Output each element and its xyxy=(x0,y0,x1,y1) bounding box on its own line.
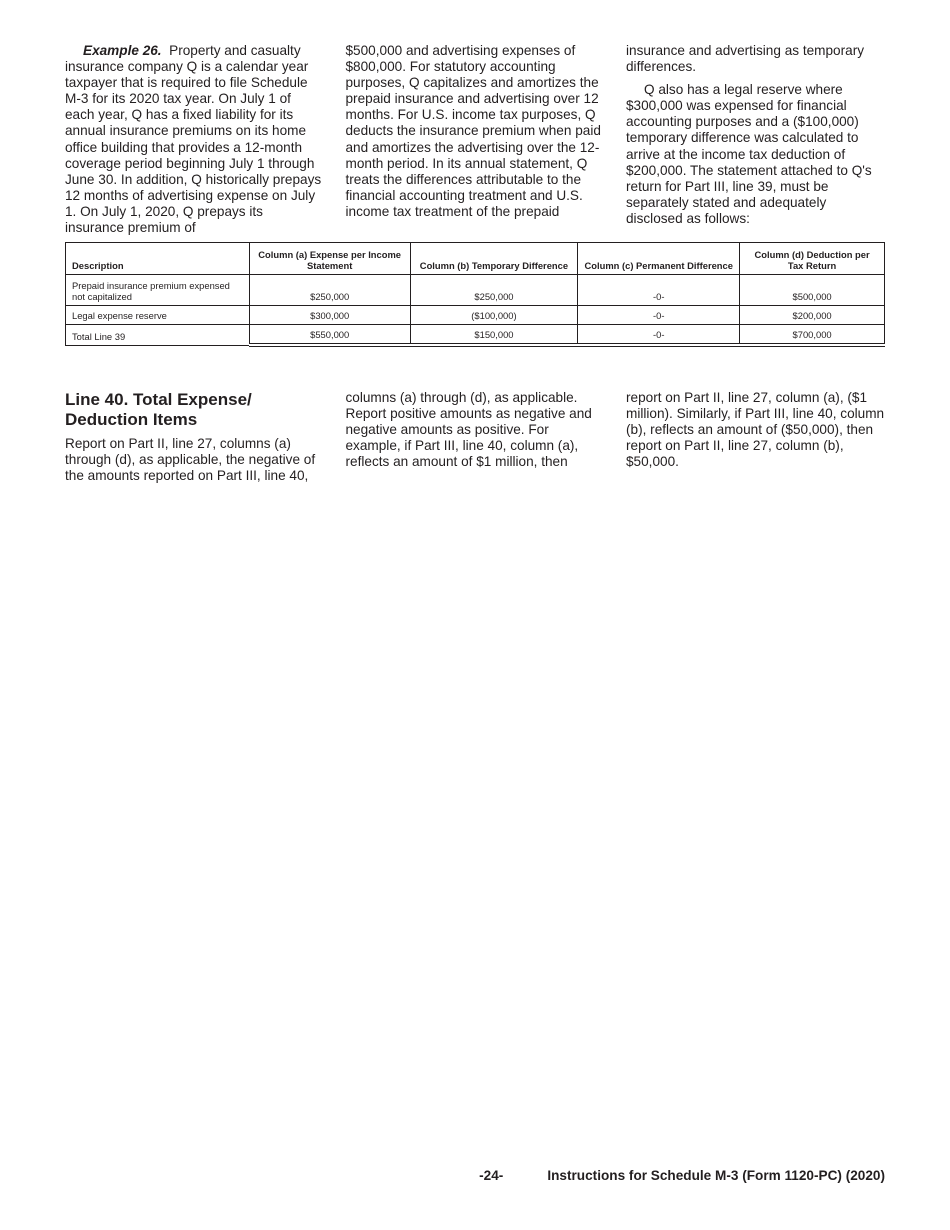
text-column-1 xyxy=(65,43,324,236)
header-col-c: Column (c) Permanent Difference xyxy=(578,243,740,275)
header-col-d: Column (d) Deduction per Tax Return xyxy=(740,243,885,275)
row-col-d: $200,000 xyxy=(740,306,885,325)
page-number: -24- xyxy=(479,1168,504,1183)
row-description: Total Line 39 xyxy=(66,325,250,346)
row-col-a: $550,000 xyxy=(249,325,410,346)
row-col-b: ($100,000) xyxy=(410,306,578,325)
line40-text-part-1: Report on Part II, line 27, columns (a) through (d), as applicable, the negative of the amounts reported on Part III, line 40, xyxy=(65,436,316,484)
line40-column-2 xyxy=(346,390,605,484)
row-col-c: -0- xyxy=(578,306,740,325)
text-column-2 xyxy=(346,43,605,236)
line-39-statement-table xyxy=(65,242,885,347)
row-description: Legal expense reserve xyxy=(66,306,250,325)
table-total-row xyxy=(66,325,885,346)
text-column-3 xyxy=(626,43,885,236)
page-footer xyxy=(479,1168,885,1183)
example-paragraph xyxy=(65,43,324,236)
row-col-b: $250,000 xyxy=(410,275,578,306)
header-description: Description xyxy=(66,243,250,275)
example-26-columns xyxy=(65,43,885,236)
line-40-columns xyxy=(65,390,885,484)
example-text-part-2: $500,000 and advertising expenses of $800,000. For statutory accounting purposes, Q capitalizes and amortizes the prepaid insurance and advertising over 12 months. For U.S. income tax purposes, Q deducts the insurance premium when paid and amortizes the advertising over the 12-month period. In its annual statement, Q treats the differences attributable to the financial accounting treatment and U.S. income tax treatment of the prepaid xyxy=(345,43,601,219)
line40-text-part-3: report on Part II, line 27, column (a), ($1 million). Similarly, if Part III, line 40, column (b), reflects an amount of ($50,000), then report on Part II, line 27, column (b), $50,000. xyxy=(626,390,885,470)
row-col-a: $300,000 xyxy=(249,306,410,325)
line-40-heading: Line 40. Total Expense/ Deduction Items xyxy=(65,390,252,429)
line40-text-part-2: columns (a) through (d), as applicable. Report positive amounts as negative and negative amounts as positive. For example, if Part III, line 40, column (a), reflects an amount of $1 million, then xyxy=(345,390,592,470)
row-col-a: $250,000 xyxy=(249,275,410,306)
legal-reserve-paragraph: Q also has a legal reserve where $300,000 was expensed for financial accounting purposes and a ($100,000) temporary difference was calculated to arrive at the income tax deduction of $200,000. The statement attached to Q's return for Part III, line 39, must be separately stated and adequately disclosed as follows: xyxy=(626,82,872,226)
header-col-b: Column (b) Temporary Difference xyxy=(410,243,578,275)
line40-column-1 xyxy=(65,390,324,484)
table-row xyxy=(66,306,885,325)
example-text-part-1: Property and casualty insurance company Q is a calendar year taxpayer that is required to file Schedule M-3 for its 2020 tax year. On July 1 of each year, Q has a fixed liability for its annual insurance premiums on its home office building that provides a 12-month coverage period beginning July 1 through June 30. In addition, Q historically prepays 12 months of advertising expense on July 1. On July 1, 2020, Q prepays its insurance premium of xyxy=(65,43,322,236)
header-col-a: Column (a) Expense per Income Statement xyxy=(249,243,410,275)
example-text-part-3: insurance and advertising as temporary differences. xyxy=(626,43,865,75)
table-header-row xyxy=(66,243,885,275)
document-title: Instructions for Schedule M-3 (Form 1120-PC) (2020) xyxy=(547,1168,885,1183)
example-label: Example 26. xyxy=(83,43,162,58)
row-description: Prepaid insurance premium expensed not capitalized xyxy=(66,275,250,306)
table-row xyxy=(66,275,885,306)
line40-column-3 xyxy=(626,390,885,484)
row-col-d: $500,000 xyxy=(740,275,885,306)
row-col-d: $700,000 xyxy=(740,325,885,346)
row-col-b: $150,000 xyxy=(410,325,578,346)
row-col-c: -0- xyxy=(578,325,740,346)
row-col-c: -0- xyxy=(578,275,740,306)
